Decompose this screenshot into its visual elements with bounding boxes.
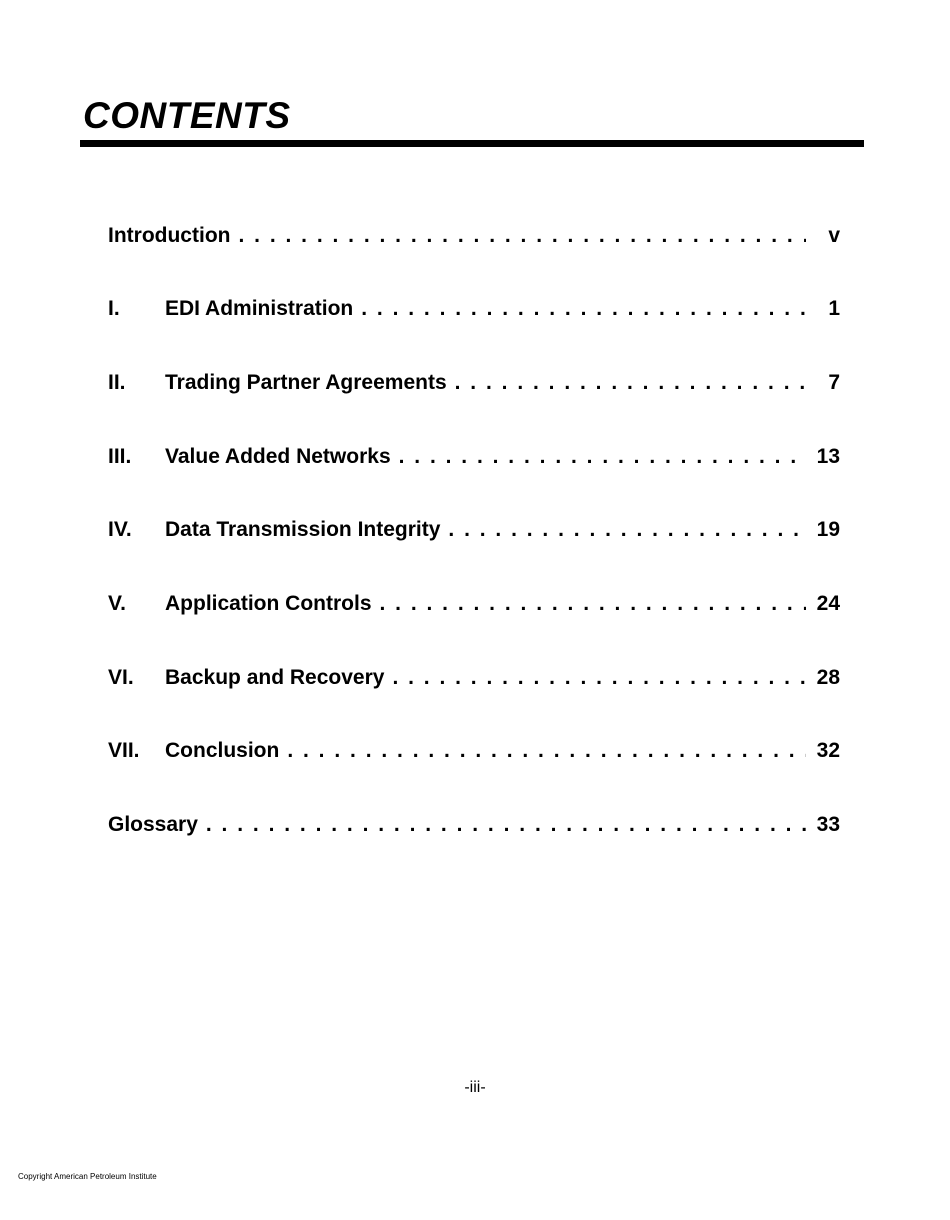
- dot-leader: [287, 739, 806, 763]
- dot-leader: [399, 445, 806, 469]
- toc-entry-page: 33: [816, 813, 840, 836]
- toc-entry-number: I.: [108, 297, 120, 320]
- toc-entry-label: Trading Partner Agreements: [165, 371, 447, 394]
- toc-entry-page: 1: [828, 297, 840, 320]
- toc-entry-number: VI.: [108, 666, 134, 689]
- copyright-notice: Copyright American Petroleum Institute: [18, 1172, 157, 1181]
- toc-entry-number: IV.: [108, 518, 132, 541]
- toc-entry-trading-partner-agreements[interactable]: [108, 371, 840, 397]
- toc-entry-data-transmission-integrity[interactable]: [108, 518, 840, 544]
- toc-entry-number: III.: [108, 445, 132, 468]
- dot-leader: [206, 813, 806, 837]
- toc-entry-label: Backup and Recovery: [165, 666, 385, 689]
- toc-entry-page: v: [828, 224, 840, 247]
- dot-leader: [238, 224, 806, 248]
- dot-leader: [392, 666, 806, 690]
- toc-entry-label: Data Transmission Integrity: [165, 518, 441, 541]
- toc-entry-label: Application Controls: [165, 592, 372, 615]
- toc-entry-application-controls[interactable]: [108, 592, 840, 618]
- toc-entry-page: 19: [816, 518, 840, 541]
- toc-entry-conclusion[interactable]: [108, 739, 840, 765]
- dot-leader: [380, 592, 807, 616]
- toc-entry-label: EDI Administration: [165, 297, 354, 320]
- dot-leader: [448, 518, 806, 542]
- toc-entry-number: VII.: [108, 739, 140, 762]
- toc-entry-backup-and-recovery[interactable]: [108, 666, 840, 692]
- toc-entry-value-added-networks[interactable]: [108, 445, 840, 471]
- page-number: -iii-: [464, 1079, 486, 1096]
- page-title: CONTENTS: [83, 95, 291, 136]
- dot-leader: [455, 371, 806, 395]
- toc-entry-page: 28: [816, 666, 840, 689]
- toc-entry-page: 13: [816, 445, 840, 468]
- toc-entry-number: II.: [108, 371, 126, 394]
- toc-entry-page: 7: [828, 371, 840, 394]
- toc-entry-label: Conclusion: [165, 739, 280, 762]
- dot-leader: [361, 297, 806, 321]
- toc-entry-glossary[interactable]: [108, 813, 840, 839]
- toc-entry-label: Introduction: [108, 224, 231, 247]
- toc-entry-label: Glossary: [108, 813, 198, 836]
- toc-entry-page: 32: [816, 739, 840, 762]
- toc-entry-edi-administration[interactable]: [108, 297, 840, 323]
- toc-entry-introduction[interactable]: [108, 224, 840, 250]
- title-rule: [80, 140, 864, 147]
- toc-entry-page: 24: [816, 592, 840, 615]
- toc-entry-number: V.: [108, 592, 126, 615]
- toc-entry-label: Value Added Networks: [165, 445, 391, 468]
